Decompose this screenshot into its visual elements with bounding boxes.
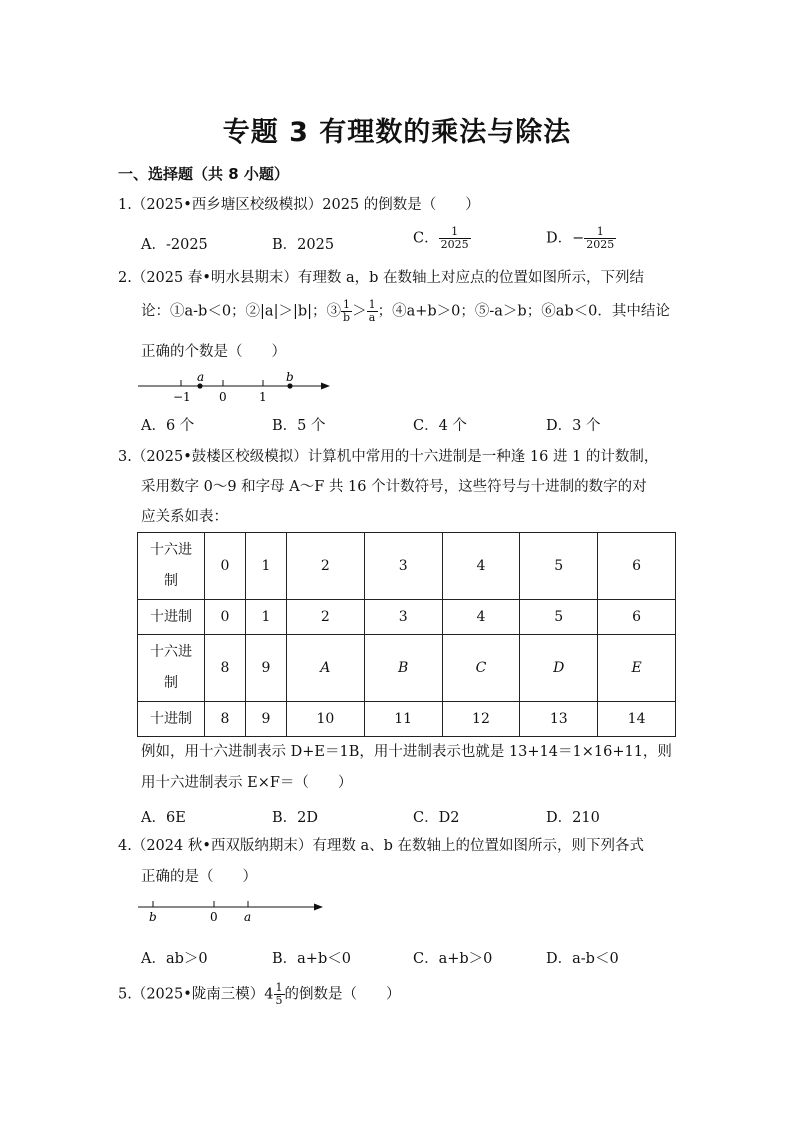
label-minus-one: −1 xyxy=(173,390,191,404)
label-a: a xyxy=(197,370,205,384)
header-text: 制 xyxy=(164,675,178,691)
table-cell: D xyxy=(520,635,598,702)
table-cell: 14 xyxy=(598,702,676,737)
frac-den: 2025 xyxy=(440,238,469,251)
table-cell: 1 xyxy=(245,600,286,635)
table-cell: 3 xyxy=(364,600,442,635)
q2-option-c[interactable]: C．4 个 xyxy=(413,418,467,434)
label-zero: 0 xyxy=(210,910,218,924)
table-cell: 11 xyxy=(364,702,442,737)
q3-option-d[interactable]: D．210 xyxy=(546,810,600,826)
table-cell: B xyxy=(364,635,442,702)
row-header-dec: 十进制 xyxy=(138,702,205,737)
row-header-dec: 十进制 xyxy=(138,600,205,635)
table-cell: C xyxy=(442,635,520,702)
q1-option-b[interactable]: B．2025 xyxy=(272,237,335,253)
q1-option-d-label: D．− xyxy=(546,230,585,247)
table-cell: 10 xyxy=(286,702,364,737)
header-text: 制 xyxy=(164,573,178,589)
q4-option-a[interactable]: A．ab＞0 xyxy=(141,951,208,967)
table-cell: 2 xyxy=(286,533,364,600)
point-b xyxy=(287,383,292,388)
q1-option-d-fraction xyxy=(584,226,616,251)
row-header-hex xyxy=(138,635,205,702)
point-a xyxy=(197,383,202,388)
q2-line-1: 2.（2025 春•明水县期末）有理数 a，b 在数轴上对应点的位置如图所示，下列结 xyxy=(118,270,645,286)
table-cell: 5 xyxy=(520,600,598,635)
table-cell: 13 xyxy=(520,702,598,737)
q4-option-b[interactable]: B．a+b＜0 xyxy=(272,951,351,967)
q4-number-line xyxy=(138,898,328,924)
row-header-hex xyxy=(138,533,205,600)
table-cell: 0 xyxy=(205,533,246,600)
label-b: b xyxy=(286,370,294,384)
table-row xyxy=(138,635,676,702)
q3-option-a[interactable]: A．6E xyxy=(141,810,186,826)
q2-line-3: 正确的个数是（ ） xyxy=(141,344,286,360)
label-one: 1 xyxy=(259,390,267,404)
frac-den: a xyxy=(368,311,376,324)
q4-line-1: 4.（2024 秋•西双版纳期末）有理数 a、b 在数轴上的位置如图所示，则下列各式 xyxy=(118,838,645,854)
q1-stem: 1.（2025•西乡塘区校级模拟）2025 的倒数是（ ） xyxy=(118,197,480,213)
frac-num: 1 xyxy=(275,981,283,994)
table-cell: 12 xyxy=(442,702,520,737)
q2-fraction-1-over-b xyxy=(341,299,352,324)
q3-line-5: 用十六进制表示 E×F＝（ ） xyxy=(141,775,353,791)
table-cell: 2 xyxy=(286,600,364,635)
table-cell: 9 xyxy=(245,635,286,702)
frac-den: 2025 xyxy=(586,238,615,251)
q2-line-2-a: 论：①a-b＜0；②|a|＞|b|；③ xyxy=(141,303,342,320)
table-cell: E xyxy=(598,635,676,702)
label-zero: 0 xyxy=(219,390,227,404)
q2-option-a[interactable]: A．6 个 xyxy=(141,418,195,434)
section-heading: 一、选择题（共 8 小题） xyxy=(118,165,289,183)
table-cell: 6 xyxy=(598,600,676,635)
label-a: a xyxy=(244,910,252,924)
table-row xyxy=(138,702,676,737)
q1-option-a[interactable]: A．-2025 xyxy=(141,237,208,253)
q1-option-c-fraction xyxy=(439,226,471,251)
q2-number-line xyxy=(138,366,334,404)
header-text: 十六进 xyxy=(150,542,192,558)
q4-line-2: 正确的是（ ） xyxy=(141,869,257,885)
table-row xyxy=(138,600,676,635)
q1-option-d[interactable] xyxy=(546,226,616,251)
q1-option-c[interactable] xyxy=(413,226,471,251)
q2-option-d[interactable]: D．3 个 xyxy=(546,418,601,434)
frac-num: 1 xyxy=(368,298,376,311)
frac-den: b xyxy=(343,311,351,324)
axis-arrow-icon xyxy=(321,383,330,390)
table-cell: 8 xyxy=(205,702,246,737)
q4-option-d[interactable]: D．a-b＜0 xyxy=(546,951,619,967)
header-text: 十六进 xyxy=(150,644,192,660)
axis-arrow-icon xyxy=(314,904,323,911)
table-cell: 9 xyxy=(245,702,286,737)
q3-line-4: 例如，用十六进制表示 D+E＝1B，用十进制表示也就是 13+14＝1×16+11，则 xyxy=(141,744,672,760)
table-cell: 6 xyxy=(598,533,676,600)
frac-num: 1 xyxy=(584,226,616,239)
frac-num: 1 xyxy=(341,299,352,312)
table-row xyxy=(138,533,676,600)
table-cell: 1 xyxy=(245,533,286,600)
table-cell: 4 xyxy=(442,533,520,600)
table-cell: A xyxy=(286,635,364,702)
page-title: 专题 3 有理数的乘法与除法 xyxy=(222,117,572,148)
q4-option-c[interactable]: C．a+b＞0 xyxy=(413,951,493,967)
q5-line-1 xyxy=(118,982,401,1007)
q5-mixed-fraction xyxy=(274,982,285,1007)
hex-decimal-table xyxy=(137,532,676,737)
table-cell: 8 xyxy=(205,635,246,702)
q1-option-c-label: C． xyxy=(413,230,439,247)
q3-option-c[interactable]: C．D2 xyxy=(413,810,460,826)
q3-option-b[interactable]: B．2D xyxy=(272,810,319,826)
table-cell: 3 xyxy=(364,533,442,600)
q2-line-2-c: ；④a+b＞0；⑤-a＞b；⑥ab＜0．其中结论 xyxy=(377,303,670,320)
table-cell: 5 xyxy=(520,533,598,600)
q2-line-2-b: ＞ xyxy=(352,303,367,320)
table-cell: 4 xyxy=(442,600,520,635)
q2-option-b[interactable]: B．5 个 xyxy=(272,418,326,434)
frac-den: 5 xyxy=(275,994,283,1007)
table-cell: 0 xyxy=(205,600,246,635)
frac-num: 1 xyxy=(439,226,471,239)
q3-line-2: 采用数字 0～9 和字母 A～F 共 16 个计数符号，这些符号与十进制的数字的对 xyxy=(141,479,647,495)
q2-fraction-1-over-a xyxy=(367,299,378,324)
q3-line-3: 应关系如表： xyxy=(141,509,228,525)
q3-line-1: 3.（2025•鼓楼区校级模拟）计算机中常用的十六进制是一种逢 16 进 1 的计数制， xyxy=(118,449,659,465)
q2-line-2 xyxy=(141,299,670,324)
label-b: b xyxy=(149,910,157,924)
q5-stem-b: 的倒数是（ ） xyxy=(284,986,401,1003)
q5-stem-a: 5.（2025•陇南三模）4 xyxy=(118,986,274,1003)
